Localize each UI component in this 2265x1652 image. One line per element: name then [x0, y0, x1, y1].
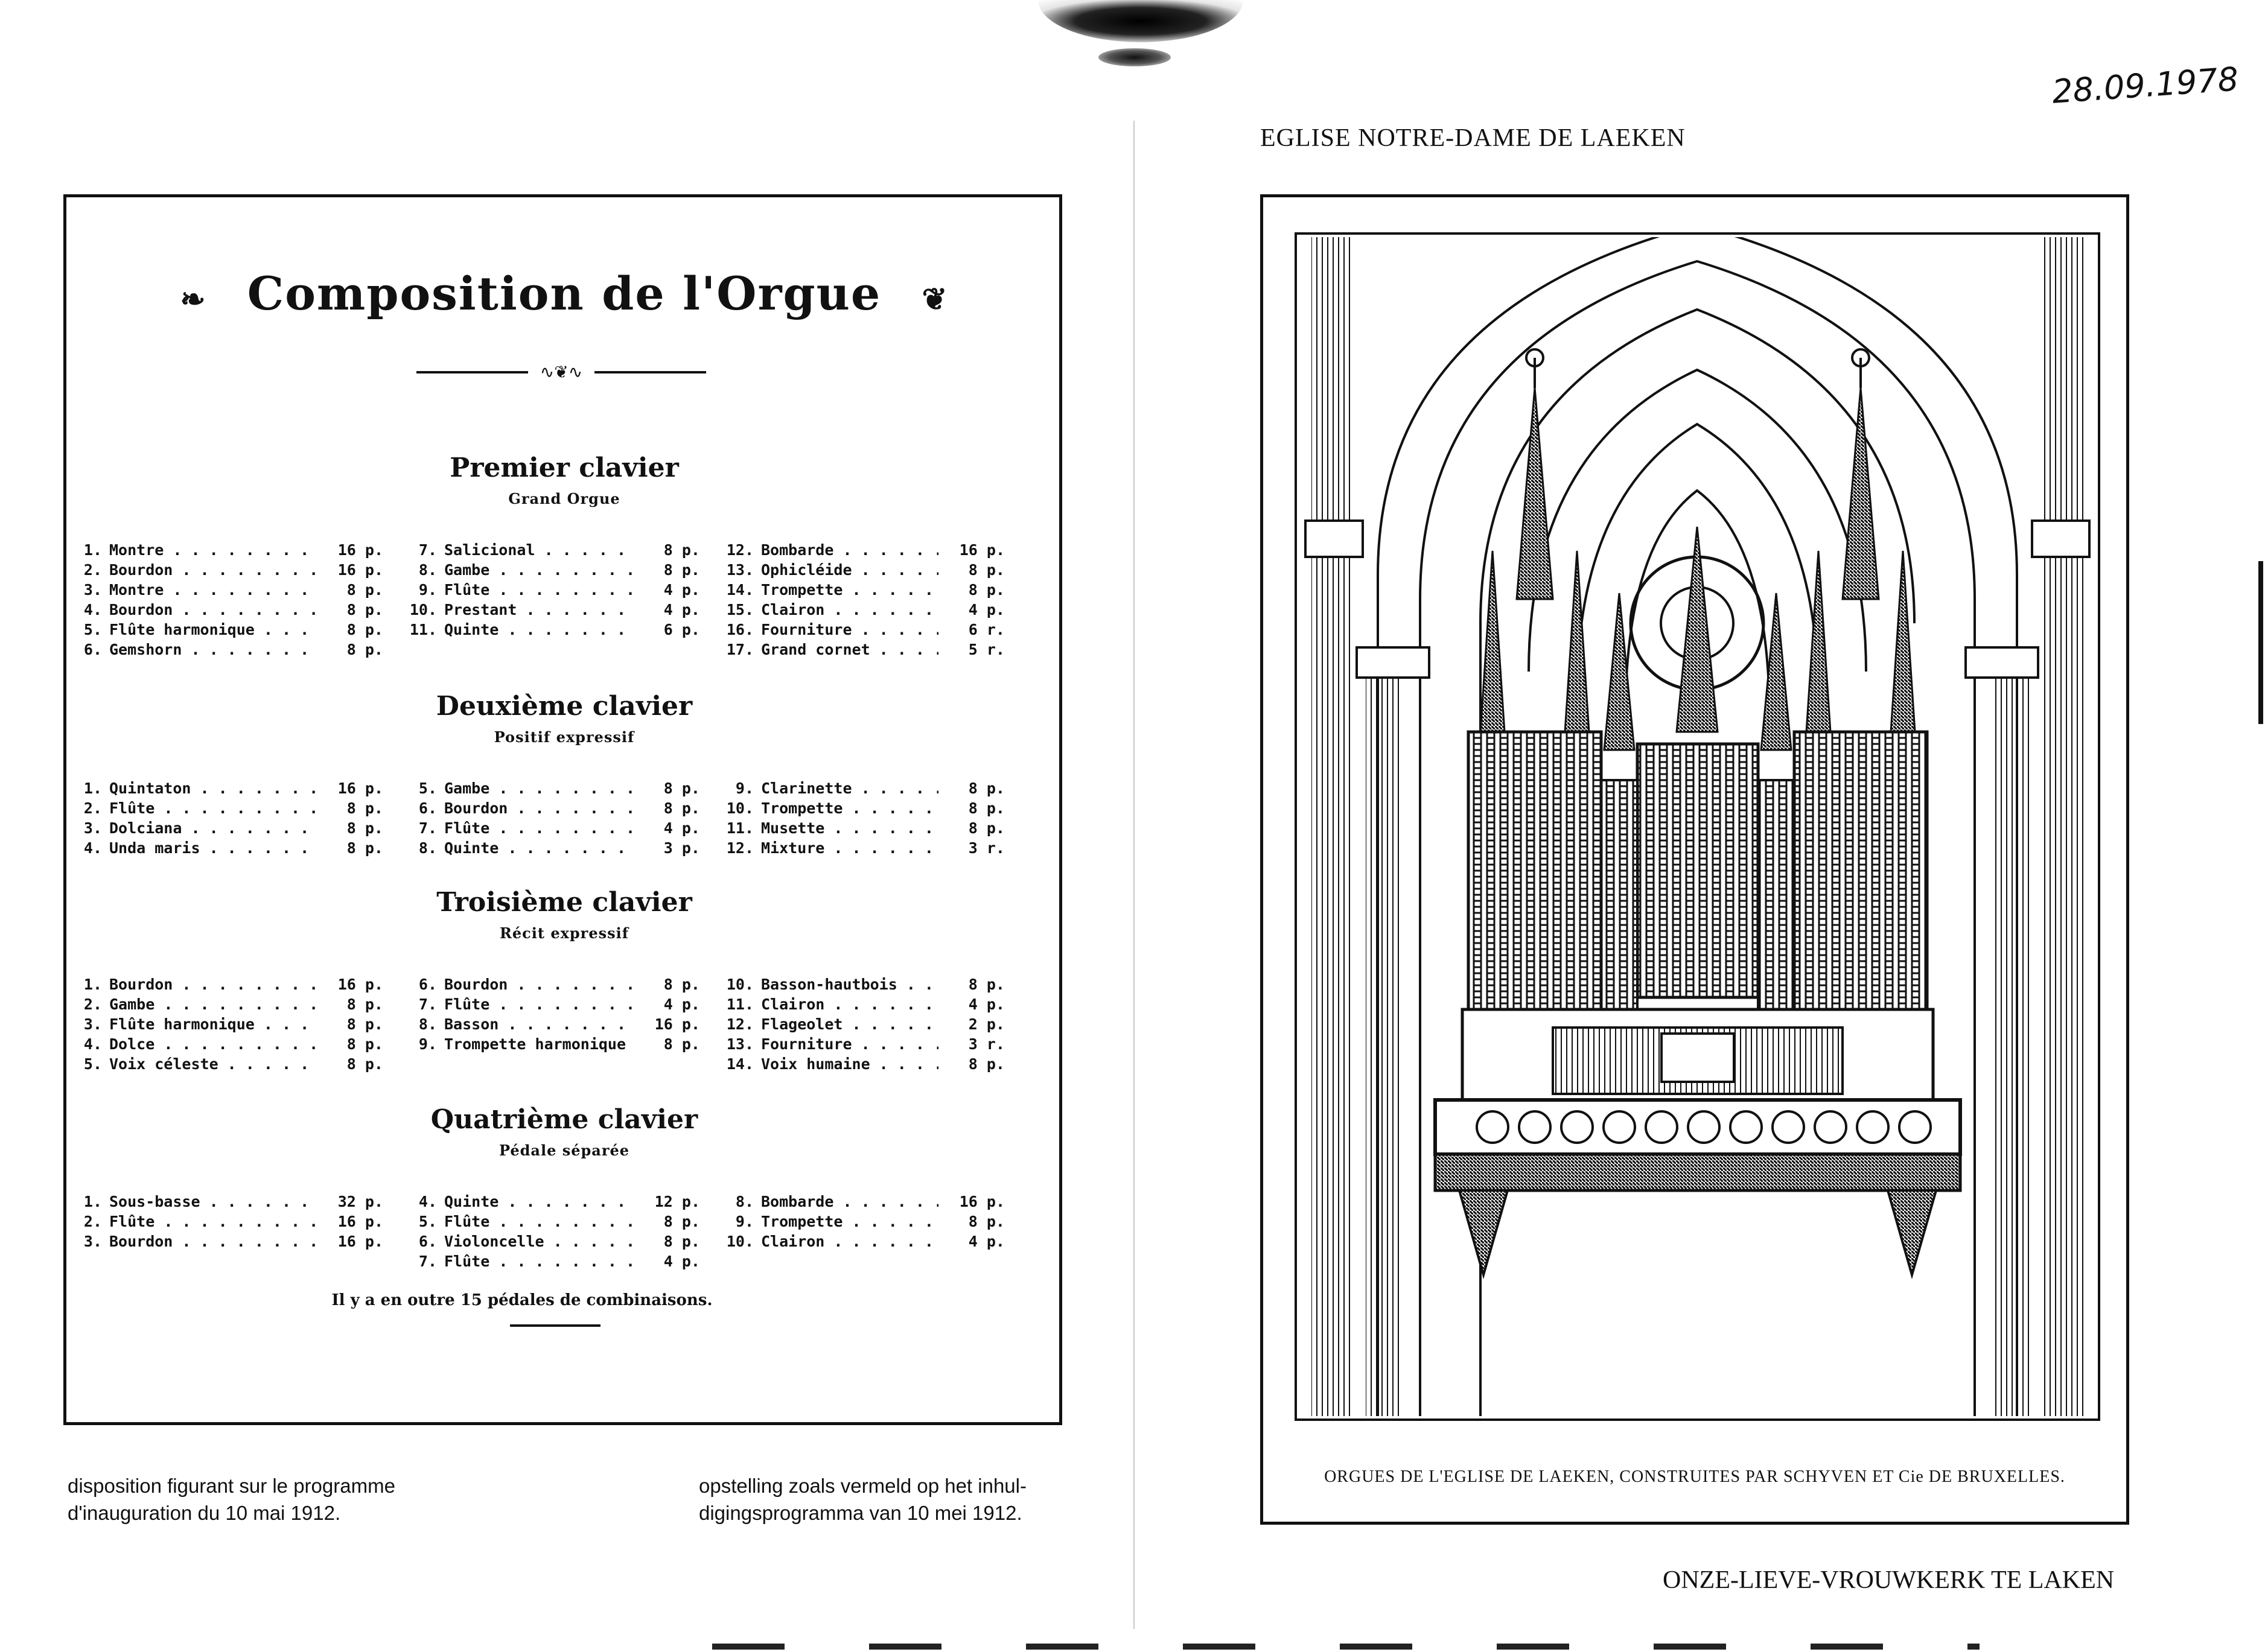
stop-value: 8 p.	[938, 974, 1005, 994]
composition-title	[69, 267, 1059, 320]
stop-name: Bourdon . . .	[444, 798, 634, 818]
stop-row	[721, 560, 1005, 580]
stop-name: Montre . . .	[109, 540, 317, 560]
stop-number: 12.	[726, 541, 754, 559]
stop-name: Trompette . . .	[761, 798, 938, 818]
stop-name: Flûte . . .	[444, 580, 634, 600]
handwritten-date: 28.09.1978	[2051, 60, 2240, 111]
stop-number: 7.	[418, 541, 437, 559]
stop-name: Flûte . . .	[444, 994, 634, 1014]
stop-value: 32 p.	[317, 1192, 383, 1212]
stop-row	[721, 540, 1005, 560]
stop-name: Bourdon . . .	[109, 600, 317, 620]
stop-number: 1.	[83, 976, 102, 993]
stop-row	[721, 994, 1005, 1014]
stop-number: 11.	[726, 996, 754, 1013]
stop-name: Flûte . . .	[444, 818, 634, 838]
caption-line: digingsprogramma van 10 mei 1912.	[699, 1502, 1022, 1524]
stop-number: 10.	[726, 1233, 754, 1250]
stop-row	[721, 1212, 1005, 1231]
stop-row	[404, 974, 700, 994]
stop-row	[69, 798, 383, 818]
stop-value: 8 p.	[317, 1034, 383, 1054]
stop-row	[69, 974, 383, 994]
stop-column	[69, 540, 383, 659]
stop-column	[69, 1192, 383, 1251]
stop-name: Salicional . . .	[444, 540, 634, 560]
stop-number: 9.	[418, 1035, 437, 1053]
stop-name: Dolce . . .	[109, 1034, 317, 1054]
stop-value: 8 p.	[938, 580, 1005, 600]
stop-name: Flûte . . .	[444, 1251, 634, 1271]
stop-name: Mixture . . .	[761, 838, 938, 858]
stop-number: 4.	[418, 1193, 437, 1210]
section-subtitle: Pédale séparée	[499, 1142, 630, 1159]
church-name-french: EGLISE NOTRE-DAME DE LAEKEN	[1260, 124, 1686, 152]
stop-name: Sous-basse . . .	[109, 1192, 317, 1212]
stop-row	[404, 1192, 700, 1212]
plate-caption: ORGUES DE L'EGLISE DE LAEKEN, CONSTRUITES PAR SCHYVEN ET Cie DE BRUXELLES.	[1324, 1467, 2065, 1486]
stop-row	[69, 1054, 383, 1074]
stop-number: 6.	[83, 641, 102, 658]
organ-engraving	[1299, 237, 2095, 1416]
ornament-left-icon: ❧	[180, 281, 231, 317]
stop-value: 5 r.	[938, 640, 1005, 659]
stop-value: 8 p.	[317, 1054, 383, 1074]
stop-row	[721, 778, 1005, 798]
stop-value: 16 p.	[938, 1192, 1005, 1212]
stop-row	[404, 818, 700, 838]
stop-number: 16.	[726, 621, 754, 638]
caption-french	[68, 1472, 395, 1527]
stop-name: Quintaton . . .	[109, 778, 317, 798]
stop-row	[404, 580, 700, 600]
stop-row	[69, 1014, 383, 1034]
stop-name: Flageolet . . .	[761, 1014, 938, 1034]
stop-value: 4 p.	[634, 994, 700, 1014]
stop-name: Clarinette . . .	[761, 778, 938, 798]
stop-row	[721, 798, 1005, 818]
stop-row	[721, 838, 1005, 858]
stop-number: 7.	[418, 996, 437, 1013]
page-fold-line	[1133, 121, 1135, 1629]
stop-name: Trompette harmonique . . .	[444, 1034, 634, 1054]
stop-number: 8.	[735, 1193, 754, 1210]
stop-number: 3.	[83, 581, 102, 599]
stop-row	[69, 540, 383, 560]
caption-line: opstelling zoals vermeld op het inhul-	[699, 1475, 1027, 1497]
stop-value: 8 p.	[938, 1054, 1005, 1074]
stop-name: Gambe . . .	[109, 994, 317, 1014]
stop-value: 8 p.	[634, 778, 700, 798]
stop-number: 5.	[418, 780, 437, 797]
stop-name: Flûte harmonique . . .	[109, 620, 317, 640]
stop-number: 8.	[418, 561, 437, 579]
stop-row	[69, 1231, 383, 1251]
stop-number: 3.	[83, 819, 102, 837]
section-title: Quatrième clavier	[430, 1104, 698, 1135]
stop-row	[721, 640, 1005, 659]
stop-column	[404, 974, 700, 1054]
stop-row	[404, 994, 700, 1014]
stop-number: 4.	[83, 1035, 102, 1053]
stop-value: 3 r.	[938, 1034, 1005, 1054]
stop-row	[721, 1192, 1005, 1212]
stop-number: 12.	[726, 1015, 754, 1033]
stop-number: 5.	[418, 1213, 437, 1230]
stop-value: 4 p.	[634, 818, 700, 838]
stop-name: Fourniture . . .	[761, 1034, 938, 1054]
stop-name: Montre . . .	[109, 580, 317, 600]
stop-row	[721, 1014, 1005, 1034]
stop-value: 8 p.	[317, 620, 383, 640]
stop-value: 8 p.	[317, 994, 383, 1014]
stop-number: 5.	[83, 1055, 102, 1073]
stop-value: 4 p.	[938, 600, 1005, 620]
stop-number: 14.	[726, 1055, 754, 1073]
stop-row	[721, 580, 1005, 600]
stop-name: Flûte . . .	[109, 1212, 317, 1231]
composition-panel	[69, 199, 1059, 1424]
stop-value: 4 p.	[634, 600, 700, 620]
stop-name: Fourniture . . .	[761, 620, 938, 640]
stop-row	[404, 620, 700, 640]
stop-number: 9.	[735, 780, 754, 797]
stop-value: 3 r.	[938, 838, 1005, 858]
stop-column	[721, 778, 1005, 858]
stop-row	[721, 1054, 1005, 1074]
stop-number: 9.	[418, 581, 437, 599]
section-subtitle: Récit expressif	[499, 924, 629, 942]
stop-number: 14.	[726, 581, 754, 599]
stop-row	[404, 1014, 700, 1034]
stop-value: 8 p.	[634, 1212, 700, 1231]
scan-edge	[2258, 561, 2263, 724]
stop-name: Voix humaine . . .	[761, 1054, 938, 1074]
stop-value: 8 p.	[938, 778, 1005, 798]
stop-value: 8 p.	[317, 838, 383, 858]
composition-title-text: Composition de l'Orgue	[247, 267, 882, 320]
stop-number: 12.	[726, 839, 754, 857]
stop-value: 4 p.	[938, 994, 1005, 1014]
stop-name: Gambe . . .	[444, 560, 634, 580]
stop-value: 2 p.	[938, 1014, 1005, 1034]
stop-number: 1.	[83, 541, 102, 559]
stop-value: 3 p.	[634, 838, 700, 858]
stop-number: 2.	[83, 996, 102, 1013]
stop-row	[721, 1231, 1005, 1251]
stop-value: 16 p.	[317, 560, 383, 580]
stop-value: 8 p.	[634, 1034, 700, 1054]
stop-row	[404, 838, 700, 858]
stop-name: Voix céleste . . .	[109, 1054, 317, 1074]
section-title: Troisième clavier	[436, 887, 692, 918]
stop-name: Bourdon . . .	[109, 1231, 317, 1251]
stop-name: Ophicléide . . .	[761, 560, 938, 580]
stop-name: Clairon . . .	[761, 994, 938, 1014]
church-name-dutch: ONZE-LIEVE-VROUWKERK TE LAKEN	[1663, 1566, 2115, 1594]
stop-value: 8 p.	[317, 600, 383, 620]
stop-row	[721, 818, 1005, 838]
stop-value: 8 p.	[634, 798, 700, 818]
scan-bottom-edge	[712, 1644, 1980, 1650]
rule-ornament-icon: ∿❦∿	[528, 362, 594, 380]
stop-number: 7.	[418, 1253, 437, 1270]
stop-name: Dolciana . . .	[109, 818, 317, 838]
stop-name: Grand cornet . . .	[761, 640, 938, 659]
stop-value: 6 r.	[938, 620, 1005, 640]
stop-row	[721, 620, 1005, 640]
stop-column	[69, 974, 383, 1074]
stop-number: 15.	[726, 601, 754, 618]
stop-row	[69, 580, 383, 600]
stop-column	[721, 540, 1005, 659]
stop-name: Unda maris . . .	[109, 838, 317, 858]
scan-smudge	[1038, 0, 1243, 42]
stop-number: 8.	[418, 1015, 437, 1033]
stop-number: 10.	[726, 976, 754, 993]
stop-value: 16 p.	[634, 1014, 700, 1034]
stop-row	[69, 818, 383, 838]
stop-name: Quinte . . .	[444, 1192, 634, 1212]
section-subtitle: Positif expressif	[494, 728, 635, 746]
stop-name: Bombarde . . .	[761, 1192, 938, 1212]
stop-name: Clairon . . .	[761, 600, 938, 620]
stop-name: Quinte . . .	[444, 838, 634, 858]
stop-number: 13.	[726, 1035, 754, 1053]
stop-value: 8 p.	[317, 818, 383, 838]
caption-line: d'inauguration du 10 mai 1912.	[68, 1502, 341, 1524]
stop-value: 4 p.	[938, 1231, 1005, 1251]
stop-row	[721, 974, 1005, 994]
stop-value: 8 p.	[317, 798, 383, 818]
stop-row	[69, 620, 383, 640]
stop-name: Gemshorn . . .	[109, 640, 317, 659]
stop-name: Basson . . .	[444, 1014, 634, 1034]
stop-row	[69, 1192, 383, 1212]
stop-value: 8 p.	[938, 818, 1005, 838]
section-title: Premier clavier	[450, 453, 679, 483]
ornament-right-icon: ❦	[898, 281, 949, 317]
stop-number: 4.	[83, 601, 102, 618]
stop-value: 16 p.	[317, 778, 383, 798]
stop-name: Trompette . . .	[761, 1212, 938, 1231]
stop-column	[721, 974, 1005, 1074]
stop-number: 4.	[83, 839, 102, 857]
stop-value: 4 p.	[634, 580, 700, 600]
stop-row	[404, 1212, 700, 1231]
stop-number: 13.	[726, 561, 754, 579]
stop-column	[69, 778, 383, 858]
stop-value: 8 p.	[938, 1212, 1005, 1231]
stop-number: 3.	[83, 1233, 102, 1250]
stop-row	[69, 778, 383, 798]
stop-value: 16 p.	[317, 1212, 383, 1231]
section-subtitle: Grand Orgue	[508, 490, 620, 507]
stop-name: Bourdon . . .	[109, 560, 317, 580]
stop-row	[69, 640, 383, 659]
stop-name: Bourdon . . .	[444, 974, 634, 994]
stop-name: Basson-hautbois . . .	[761, 974, 938, 994]
stop-value: 8 p.	[317, 580, 383, 600]
stop-row	[69, 1034, 383, 1054]
stop-name: Flûte . . .	[109, 798, 317, 818]
stop-number: 6.	[418, 799, 437, 817]
stop-name: Bourdon . . .	[109, 974, 317, 994]
stop-row	[404, 560, 700, 580]
stop-column	[404, 540, 700, 640]
scan-smudge	[1098, 48, 1171, 66]
stop-row	[69, 600, 383, 620]
stop-name: Flûte . . .	[444, 1212, 634, 1231]
stop-row	[404, 778, 700, 798]
stop-value: 8 p.	[634, 974, 700, 994]
stop-row	[721, 600, 1005, 620]
stop-row	[404, 1231, 700, 1251]
stop-value: 8 p.	[634, 1231, 700, 1251]
stop-value: 8 p.	[317, 1014, 383, 1034]
stop-number: 3.	[83, 1015, 102, 1033]
stop-number: 11.	[726, 819, 754, 837]
stop-column	[404, 778, 700, 858]
section-title: Deuxième clavier	[436, 691, 693, 722]
stop-number: 2.	[83, 1213, 102, 1230]
stop-number: 9.	[735, 1213, 754, 1230]
stop-value: 8 p.	[634, 560, 700, 580]
stop-row	[69, 838, 383, 858]
stop-name: Bombarde . . .	[761, 540, 938, 560]
stop-value: 16 p.	[317, 1231, 383, 1251]
stop-value: 6 p.	[634, 620, 700, 640]
stop-number: 11.	[409, 621, 437, 638]
stop-number: 6.	[418, 1233, 437, 1250]
stop-row	[69, 994, 383, 1014]
stop-value: 16 p.	[317, 540, 383, 560]
stop-value: 8 p.	[634, 540, 700, 560]
stop-number: 10.	[409, 601, 437, 618]
stop-name: Musette . . .	[761, 818, 938, 838]
stop-value: 8 p.	[938, 560, 1005, 580]
stop-number: 5.	[83, 621, 102, 638]
combination-note: Il y a en outre 15 pédales de combinaisons.	[331, 1291, 713, 1309]
stop-number: 6.	[418, 976, 437, 993]
stop-name: Trompette . . .	[761, 580, 938, 600]
stop-name: Gambe . . .	[444, 778, 634, 798]
stop-name: Flûte harmonique . . .	[109, 1014, 317, 1034]
stop-name: Prestant . . .	[444, 600, 634, 620]
stop-number: 10.	[726, 799, 754, 817]
stop-row	[404, 798, 700, 818]
stop-row	[69, 1212, 383, 1231]
stop-name: Clairon . . .	[761, 1231, 938, 1251]
stop-name: Violoncelle . . .	[444, 1231, 634, 1251]
stop-number: 7.	[418, 819, 437, 837]
stop-value: 8 p.	[938, 798, 1005, 818]
stop-name: Quinte . . .	[444, 620, 634, 640]
stop-row	[69, 560, 383, 580]
caption-line: disposition figurant sur le programme	[68, 1475, 395, 1497]
stop-row	[404, 1034, 700, 1054]
stop-number: 2.	[83, 561, 102, 579]
stop-number: 17.	[726, 641, 754, 658]
stop-row	[404, 600, 700, 620]
stop-row	[404, 540, 700, 560]
stop-value: 12 p.	[634, 1192, 700, 1212]
stop-column	[404, 1192, 700, 1271]
stop-row	[721, 1034, 1005, 1054]
stop-number: 2.	[83, 799, 102, 817]
stop-value: 8 p.	[317, 640, 383, 659]
stop-column	[721, 1192, 1005, 1251]
end-ornament	[510, 1324, 600, 1327]
stop-number: 1.	[83, 780, 102, 797]
stop-number: 8.	[418, 839, 437, 857]
stop-row	[404, 1251, 700, 1271]
stop-value: 16 p.	[938, 540, 1005, 560]
stop-value: 16 p.	[317, 974, 383, 994]
stop-number: 1.	[83, 1193, 102, 1210]
caption-dutch	[699, 1472, 1027, 1527]
stop-value: 4 p.	[634, 1251, 700, 1271]
